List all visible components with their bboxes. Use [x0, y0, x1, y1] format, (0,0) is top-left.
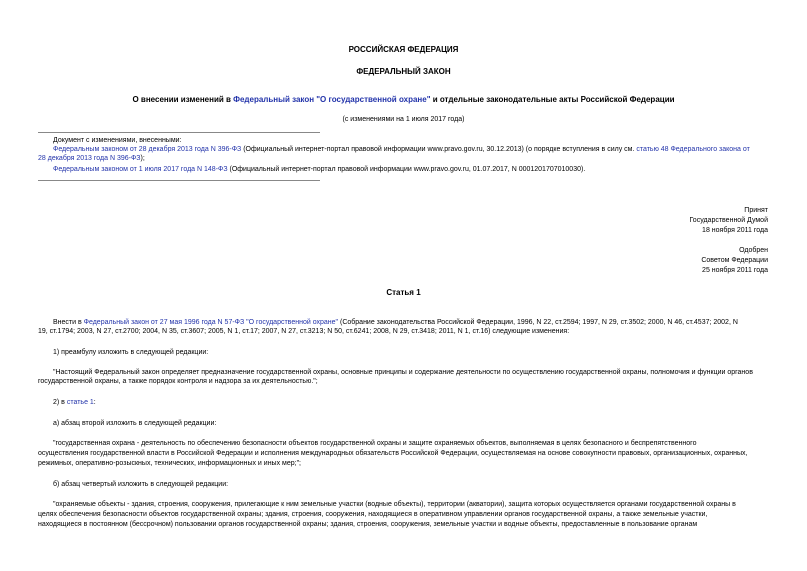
article-p6-line1: "государственная охрана - деятельность по обеспечению безопасности объектов государственной охраны и защите охраняемых объектов, выполняемая в целях безопасного и беспрепятственного [53, 440, 697, 447]
change-1-article-link-cont[interactable]: 28 декабря 2013 года N 396-ФЗ [38, 155, 141, 162]
article-p6-line2: осуществления государственной власти в Российской Федерации и исполнения международных обязательств Российской Федерации, осуществляемая на основе совокупности правовых, организационных, охранных, [38, 450, 748, 457]
change-2-text: (Официальный интернет-портал правовой информации www.pravo.gov.ru, 01.07.2017, N 0001201707010030). [227, 166, 586, 173]
p1-suffix: (Собрание законодательства Российской Федерации, 1996, N 22, ст.2594; 1997, N 29, ст.3502; 2000, N 46, ст.4537; 2002, N [338, 319, 738, 326]
p4-prefix: 2) в [53, 399, 67, 406]
p4-suffix: : [93, 399, 96, 406]
adopted-label: Принят [744, 207, 768, 214]
approved-body: Советом Федерации [701, 257, 768, 264]
p1-prefix: Внести в [53, 319, 84, 326]
document-title [0, 95, 807, 104]
change-1-text: (Официальный интернет-портал правовой информации www.pravo.gov.ru, 30.12.2013) (о порядке вступления в силу см. [241, 146, 637, 153]
article-p4 [53, 398, 96, 407]
article-p6-line3: режимных, оперативно-розыскных, технических, информационных и иных мер;"; [38, 460, 302, 467]
article-p8-line3: находящиеся в постоянном (бессрочном) пользовании органов государственной охраны; здания, строения, сооружения, земельные участки и водные объекты, предоставленные в пользование органам [38, 521, 698, 528]
approved-label: Одобрен [739, 247, 768, 254]
article-p8-line1: "охраняемые объекты - здания, строения, сооружения, прилегающие к ним земельные участки (водные объекты), территории (акватории), защита которых осуществляется органами государственной охраны в [53, 501, 736, 508]
change-item-2 [53, 165, 585, 174]
article-p5: а) абзац второй изложить в следующей редакции: [53, 420, 217, 427]
adopted-body: Государственной Думой [689, 217, 768, 224]
article-p7: б) абзац четвертый изложить в следующей редакции: [53, 481, 229, 488]
title-prefix: О внесении изменений в [132, 95, 234, 104]
article-p1-line1 [53, 318, 738, 327]
p1-law-link[interactable]: Федеральный закон от 27 мая 1996 года N 57-ФЗ "О государственной охране" [83, 319, 339, 326]
approved-date: 25 ноября 2011 года [702, 267, 768, 274]
change-item-1-cont [38, 154, 145, 163]
article-p3-line2: государственной охраны, а также порядок контроля и надзора за их деятельностью."; [38, 378, 318, 385]
title-law-link[interactable]: Федеральный закон "О государственной охране" [233, 95, 431, 104]
change-1-article-link[interactable]: статью 48 Федерального закона от [636, 146, 750, 153]
change-item-1 [53, 145, 750, 154]
change-1-law-link[interactable]: Федеральным законом от 28 декабря 2013 года N 396-ФЗ [53, 146, 242, 153]
changes-top-divider [38, 132, 320, 133]
revision-note: (с изменениями на 1 июля 2017 года) [342, 116, 465, 123]
p4-article-link[interactable]: статье 1 [66, 399, 94, 406]
article-p8-line2: целях обеспечения безопасности объектов государственной охраны; здания, строения, сооружения, находящиеся в оперативном управлении органов государственной охраны, а также земельные участки, [38, 511, 708, 518]
change-1-end: ); [140, 155, 145, 162]
article-p3-line1: "Настоящий Федеральный закон определяет предназначение государственной охраны, основные принципы и содержание деятельности по осуществлению государственной охраны, полномочия и функции органов [53, 369, 753, 376]
change-2-law-link[interactable]: Федеральным законом от 1 июля 2017 года N 148-ФЗ [53, 166, 228, 173]
changes-bottom-divider [38, 180, 320, 181]
article-heading: Статья 1 [386, 288, 421, 297]
doc-type-heading: ФЕДЕРАЛЬНЫЙ ЗАКОН [356, 67, 451, 76]
adopted-date: 18 ноября 2011 года [702, 227, 768, 234]
article-p1-line2: 19, ст.1794; 2003, N 27, ст.2700; 2004, N 35, ст.3607; 2005, N 1, ст.17; 2007, N 27, ст.3213; N 50, ст.6241; 2008, N 29, ст.3418; 2011, N 1, ст.16) следующие изменения: [38, 328, 570, 335]
country-heading: РОССИЙСКАЯ ФЕДЕРАЦИЯ [348, 45, 459, 54]
article-p2: 1) преамбулу изложить в следующей редакции: [53, 349, 209, 356]
title-suffix: и отдельные законодательные акты Российской Федерации [430, 95, 675, 104]
changes-intro: Документ с изменениями, внесенными: [53, 137, 182, 144]
